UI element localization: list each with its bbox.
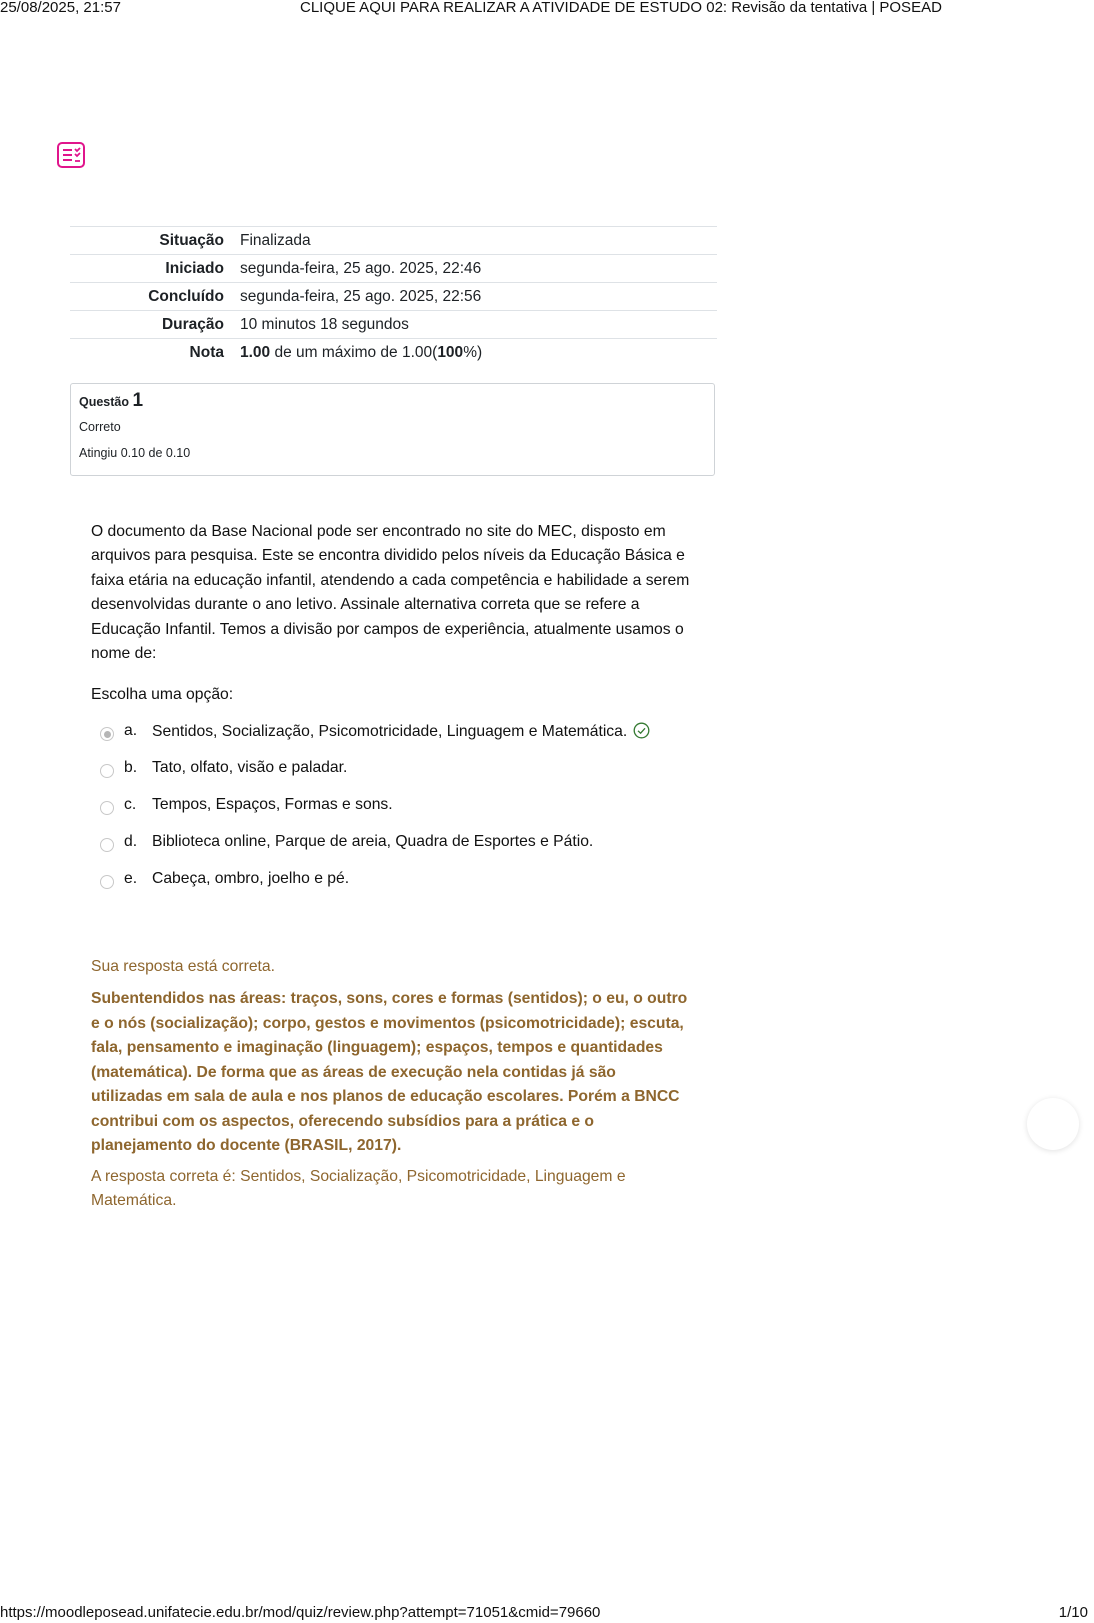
check-circle-icon bbox=[633, 722, 650, 739]
answer-radio[interactable] bbox=[100, 838, 114, 852]
grade-value: 1.00 bbox=[240, 343, 271, 361]
summary-row bbox=[70, 227, 717, 255]
answer-option[interactable] bbox=[100, 833, 720, 870]
print-header bbox=[0, 0, 1094, 18]
question-label: Questão bbox=[79, 395, 130, 409]
answer-letter: e. bbox=[124, 870, 138, 887]
answer-option[interactable] bbox=[100, 870, 720, 907]
answer-label: Tato, olfato, visão e paladar. bbox=[152, 759, 348, 776]
grade-text: de um máximo de 1.00( bbox=[270, 343, 438, 361]
scroll-top-button[interactable] bbox=[1027, 1098, 1079, 1150]
answer-option[interactable] bbox=[100, 759, 720, 796]
question-text: O documento da Base Nacional pode ser encontrado no site do MEC, disposto em arquivos para pesquisa. Este se encontra dividido pelos níveis da Educação Básica e faixa etária na educação infantil, atendendo a cada competência e habilidade a serem desenvolvidas durante o ano letivo. Assinale alternativa correta que se refere a Educação Infantil. Temos a divisão por campos de experiência, atualmente usamos o nome de: bbox=[91, 523, 690, 663]
summary-value bbox=[240, 339, 717, 367]
answer-label: Sentidos, Socialização, Psicomotricidade, Linguagem e Matemática. bbox=[152, 723, 628, 740]
answer-label: Biblioteca online, Parque de areia, Quadra de Esportes e Pátio. bbox=[152, 833, 594, 850]
question-state: Correto bbox=[79, 420, 121, 434]
question-number-value: 1 bbox=[132, 390, 144, 411]
correct-message: Sua resposta está correta. bbox=[91, 958, 275, 975]
summary-value: Finalizada bbox=[240, 231, 311, 249]
answer-options bbox=[100, 722, 720, 907]
answer-radio[interactable] bbox=[100, 875, 114, 889]
answer-label: Cabeça, ombro, joelho e pé. bbox=[152, 870, 350, 887]
summary-label: Situação bbox=[159, 231, 224, 249]
answer-letter: c. bbox=[124, 796, 137, 813]
feedback bbox=[91, 955, 691, 1214]
print-page-title: CLIQUE AQUI PARA REALIZAR A ATIVIDADE DE ESTUDO 02: Revisão da tentativa | POSEAD bbox=[300, 0, 942, 16]
answer-option[interactable] bbox=[100, 796, 720, 833]
right-answer: A resposta correta é: Sentidos, Socialização, Psicomotricidade, Linguagem e Matemática. bbox=[91, 1167, 626, 1209]
print-url: https://moodleposead.unifatecie.edu.br/mod/quiz/review.php?attempt=71051&cmid=79660 bbox=[0, 1604, 601, 1621]
summary-row-grade bbox=[70, 339, 717, 367]
grade-suffix: %) bbox=[463, 343, 483, 361]
summary-value: segunda-feira, 25 ago. 2025, 22:56 bbox=[240, 287, 482, 305]
answer-option[interactable] bbox=[100, 722, 720, 759]
answer-text bbox=[152, 759, 347, 777]
answer-radio[interactable] bbox=[100, 727, 114, 741]
print-page-number: 1/10 bbox=[1058, 1604, 1088, 1621]
answer-letter: d. bbox=[124, 833, 138, 850]
summary-label: Iniciado bbox=[165, 259, 224, 277]
answer-label: Tempos, Espaços, Formas e sons. bbox=[152, 796, 393, 813]
general-feedback: Subentendidos nas áreas: traços, sons, cores e formas (sentidos); o eu, o outro e o nós (socialização); corpo, gestos e movimentos (psicomotricidade); escuta, fala, pensamento e imaginação (linguagem); espaços, tempos e quantidades (matemática). De forma que as áreas de execução nela contidas já são utilizadas em sala de aula e nos planos de educação escolares. Porém a BNCC contribui com os aspectos, oferecendo subsídios para a prática e o planejamento do docente (BRASIL, 2017). bbox=[91, 990, 688, 1154]
question-grade: Atingiu 0.10 de 0.10 bbox=[79, 446, 191, 460]
attempt-summary-table bbox=[70, 226, 717, 366]
answer-text bbox=[152, 796, 393, 814]
grade-percent: 100 bbox=[437, 343, 464, 361]
print-datetime: 25/08/2025, 21:57 bbox=[0, 0, 121, 16]
summary-label: Duração bbox=[161, 315, 224, 333]
summary-value: 10 minutos 18 segundos bbox=[240, 315, 409, 333]
summary-row bbox=[70, 283, 717, 311]
answer-radio[interactable] bbox=[100, 764, 114, 778]
answer-letter: b. bbox=[124, 759, 138, 776]
answer-prompt: Escolha uma opção: bbox=[91, 686, 234, 703]
answer-text bbox=[152, 870, 349, 888]
answer-text bbox=[152, 722, 650, 741]
quiz-icon bbox=[57, 142, 85, 168]
summary-row bbox=[70, 311, 717, 339]
summary-value: segunda-feira, 25 ago. 2025, 22:46 bbox=[240, 259, 482, 277]
question-info-box bbox=[70, 383, 715, 476]
print-footer bbox=[0, 1603, 1094, 1623]
answer-radio[interactable] bbox=[100, 801, 114, 815]
answer-letter: a. bbox=[124, 722, 138, 739]
question-number bbox=[79, 390, 706, 412]
summary-row bbox=[70, 255, 717, 283]
summary-label: Nota bbox=[189, 343, 224, 361]
summary-label: Concluído bbox=[148, 287, 224, 305]
answer-text bbox=[152, 833, 593, 851]
